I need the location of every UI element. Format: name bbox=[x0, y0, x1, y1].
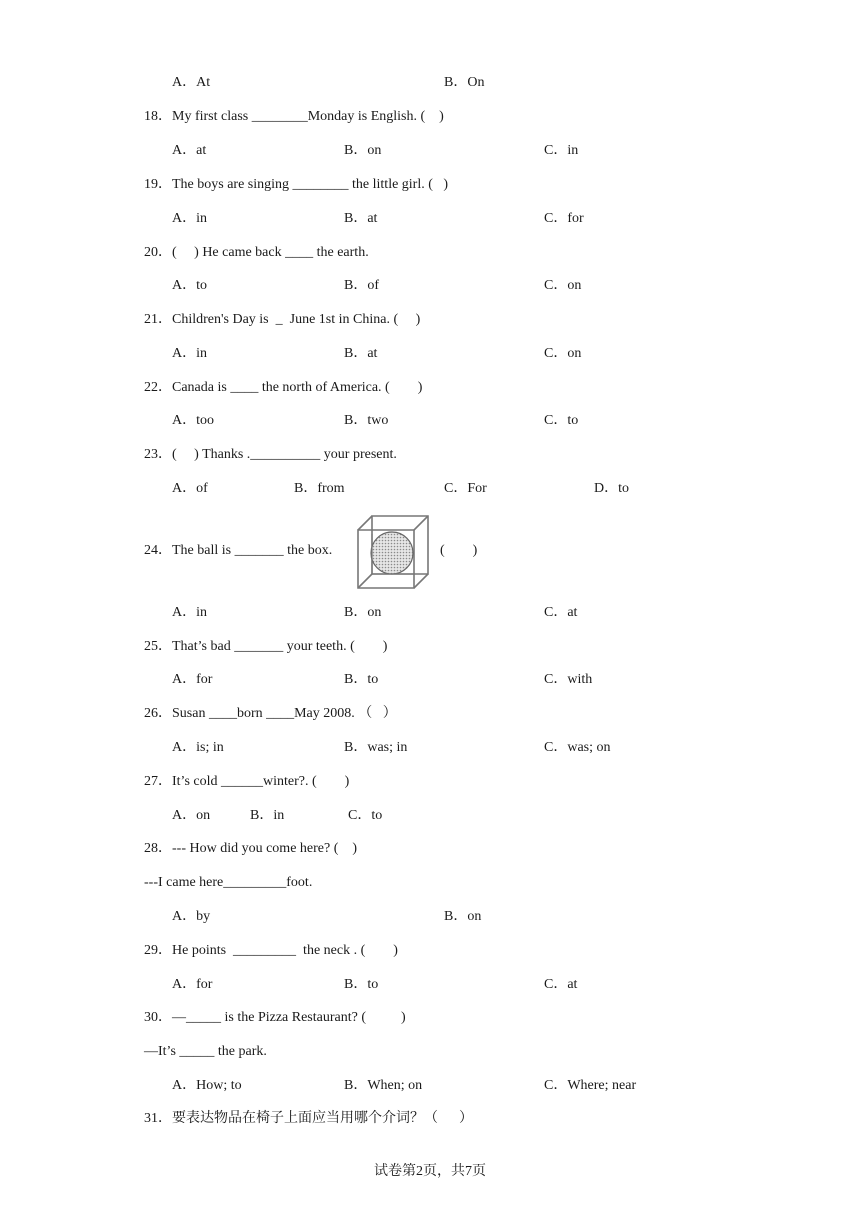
q20-option-b[interactable]: B．of bbox=[344, 278, 379, 293]
q25-option-a[interactable]: A．for bbox=[172, 672, 213, 687]
q21-option-b[interactable]: B．at bbox=[344, 346, 378, 361]
q20-option-c[interactable]: C．on bbox=[544, 278, 582, 293]
q25-option-c[interactable]: C．with bbox=[544, 672, 593, 687]
q19-option-b[interactable]: B．at bbox=[344, 211, 378, 226]
question-30: 30．—_____ is the Pizza Restaurant? ( ) bbox=[144, 1010, 406, 1025]
question-24: 24．The ball is _______ the box. bbox=[144, 543, 333, 558]
question-24-answer-paren: ( ) bbox=[440, 543, 478, 558]
q28-option-a[interactable]: A．by bbox=[172, 909, 211, 924]
question-28-reply: ---I came here_________foot. bbox=[144, 875, 313, 890]
q27-option-c[interactable]: C．to bbox=[348, 808, 383, 823]
question-25: 25．That’s bad _______ your teeth. ( ) bbox=[144, 639, 388, 654]
q22-option-a[interactable]: A．too bbox=[172, 413, 214, 428]
q17-option-a[interactable]: A．At bbox=[172, 75, 211, 90]
ball-in-box-figure bbox=[354, 512, 434, 592]
q18-option-b[interactable]: B．on bbox=[344, 143, 382, 158]
question-26: 26．Susan ____born ____May 2008. （ ） bbox=[144, 706, 397, 721]
question-29: 29．He points _________ the neck . ( ) bbox=[144, 943, 398, 958]
page-footer: 试卷第2页，共7页 bbox=[374, 1164, 486, 1179]
question-20: 20．( ) He came back ____ the earth. bbox=[144, 245, 369, 260]
q20-option-a[interactable]: A．to bbox=[172, 278, 207, 293]
q21-option-a[interactable]: A．in bbox=[172, 346, 207, 361]
q26-option-c[interactable]: C．was; on bbox=[544, 740, 611, 755]
q18-option-a[interactable]: A．at bbox=[172, 143, 207, 158]
q29-option-a[interactable]: A．for bbox=[172, 977, 213, 992]
q27-option-b[interactable]: B．in bbox=[250, 808, 285, 823]
question-28: 28．--- How did you come here? ( ) bbox=[144, 841, 358, 856]
q23-option-d[interactable]: D．to bbox=[594, 481, 629, 496]
question-30-reply: —It’s _____ the park. bbox=[144, 1044, 267, 1059]
q22-option-b[interactable]: B．two bbox=[344, 413, 389, 428]
q19-option-a[interactable]: A．in bbox=[172, 211, 207, 226]
q17-option-b[interactable]: B．On bbox=[444, 75, 485, 90]
q21-option-c[interactable]: C．on bbox=[544, 346, 582, 361]
question-23: 23．( ) Thanks .__________ your present. bbox=[144, 447, 397, 462]
question-31: 31．要表达物品在椅子上面应当用哪个介词？（ ） bbox=[144, 1111, 473, 1126]
q30-option-a[interactable]: A．How; to bbox=[172, 1078, 242, 1093]
q24-option-a[interactable]: A．in bbox=[172, 605, 207, 620]
q30-option-c[interactable]: C．Where; near bbox=[544, 1078, 637, 1093]
q30-option-b[interactable]: B．When; on bbox=[344, 1078, 423, 1093]
q23-option-a[interactable]: A．of bbox=[172, 481, 208, 496]
q23-option-c[interactable]: C．For bbox=[444, 481, 487, 496]
q23-option-b[interactable]: B．from bbox=[294, 481, 345, 496]
question-22: 22．Canada is ____ the north of America. ( ) bbox=[144, 380, 423, 395]
question-18: 18．My first class ________Monday is English. ( ) bbox=[144, 109, 444, 124]
q27-option-a[interactable]: A．on bbox=[172, 808, 211, 823]
q24-option-c[interactable]: C．at bbox=[544, 605, 578, 620]
q18-option-c[interactable]: C．in bbox=[544, 143, 579, 158]
q28-option-b[interactable]: B．on bbox=[444, 909, 482, 924]
q26-option-a[interactable]: A．is; in bbox=[172, 740, 224, 755]
q25-option-b[interactable]: B．to bbox=[344, 672, 379, 687]
q29-option-b[interactable]: B．to bbox=[344, 977, 379, 992]
q22-option-c[interactable]: C．to bbox=[544, 413, 579, 428]
question-27: 27．It’s cold ______winter?. ( ) bbox=[144, 774, 350, 789]
q29-option-c[interactable]: C．at bbox=[544, 977, 578, 992]
question-19: 19．The boys are singing ________ the little girl. ( ) bbox=[144, 177, 449, 192]
q24-option-b[interactable]: B．on bbox=[344, 605, 382, 620]
question-21: 21．Children's Day is _ June 1st in China. ( ) bbox=[144, 312, 421, 327]
q26-option-b[interactable]: B．was; in bbox=[344, 740, 408, 755]
q19-option-c[interactable]: C．for bbox=[544, 211, 584, 226]
